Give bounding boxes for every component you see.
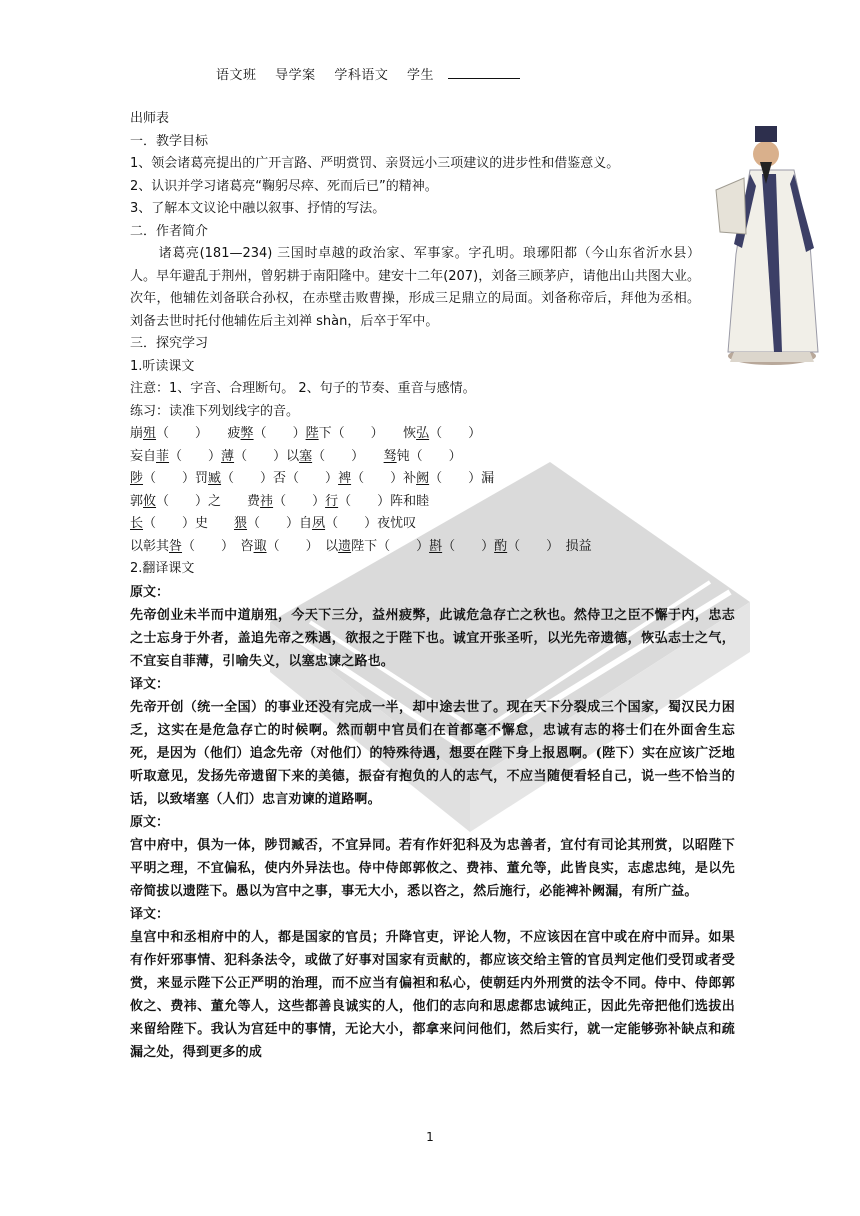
original-text: 先帝创业未半而中道崩殂，今天下三分，益州疲弊，此诚危急存亡之秋也。然侍卫之臣不懈于内，忠志之士忘身于外者，盖追先帝之殊遇，欲报之于陛下也。诚宜开张圣听，以光先帝遗德，恢弘志士之气，不宜妄自菲薄，引喻失义，以塞忠谏之路也。 [130, 607, 735, 669]
underlined-char: 咎 [169, 538, 183, 554]
underlined-char: 酌 [494, 538, 508, 554]
exercise-text: （ ） [253, 426, 306, 441]
exercise-text: 以彰其 [130, 538, 170, 554]
subheading-translate: 2.翻译课文 [130, 561, 195, 576]
exercise-text: （ ）以 [234, 448, 300, 464]
pinyin-row [130, 536, 735, 559]
exercise-text: （ ） [273, 493, 326, 509]
exercise-text: （ ） [169, 448, 222, 464]
underlined-char: 驽 [383, 448, 397, 464]
exercise-text: （ ）否（ ） [221, 471, 339, 486]
exercise-text: （ ） 疲 [156, 426, 241, 441]
exercise-text: （ ） 咨 [182, 538, 254, 554]
pinyin-row [130, 423, 735, 446]
underlined-char: 殂 [143, 426, 157, 441]
section-heading-study: 三．探究学习 [130, 336, 209, 351]
underlined-char: 弘 [416, 426, 430, 441]
exercise-text: （ ）史 [143, 516, 235, 531]
reading-note: 注意：1、字音、合理断句。 2、句子的节奏、重音与感情。 [130, 381, 476, 396]
exercise-text: （ ）夜忧叹 [325, 516, 417, 531]
pinyin-exercise [130, 423, 735, 558]
underlined-char: 弊 [240, 426, 254, 441]
block-label: 原文： [130, 584, 170, 600]
author-intro: 诸葛亮(181—234) 三国时卓越的政治家、军事家。字孔明。琅琊阳都（今山东省沂水县）人。早年避乱于荆州，曾躬耕于南阳隆中。建安十二年(207)，刘备三顾茅庐，请他出山共图大业。次年，他辅佐刘备联合孙权，在赤壁击败曹操，形成三足鼎立的局面。刘备称帝后，拜他为丞相。刘备去世时托付他辅佐后主刘禅 shàn，后卒于军中。 [130, 246, 700, 329]
exercise-text: 陛下（ ） [351, 538, 430, 554]
exercise-text: （ ） [429, 426, 482, 441]
header-student: 学生 [407, 68, 534, 83]
goal-item: 1、领会诸葛亮提出的广开言路、严明赏罚、亲贤远小三项建议的进步性和借鉴意义。 [130, 156, 620, 171]
underlined-char: 塞 [299, 448, 313, 464]
underlined-char: 陛 [305, 426, 319, 441]
underlined-char: 攸 [143, 493, 157, 509]
page-number: 1 [426, 1130, 434, 1144]
underlined-char: 裨 [338, 471, 352, 486]
pinyin-row [130, 446, 735, 469]
block-label: 译文： [130, 676, 170, 692]
exercise-text: （ ） 以 [266, 538, 339, 554]
student-name-blank[interactable] [448, 66, 520, 79]
underlined-char: 斟 [429, 538, 443, 554]
exercise-text: （ ）之 费 [156, 493, 261, 509]
exercise-text: 郭 [130, 493, 144, 509]
underlined-char: 遗 [338, 538, 352, 554]
underlined-char: 诹 [253, 538, 267, 554]
underlined-char: 阙 [416, 471, 430, 486]
section-heading-author: 二．作者简介 [130, 223, 209, 239]
goal-item: 2、认识并学习诸葛亮“鞠躬尽瘁、死而后已”的精神。 [130, 178, 438, 194]
underlined-char: 行 [325, 493, 339, 509]
lesson-title: 出师表 [130, 111, 170, 126]
underlined-char: 长 [130, 516, 144, 531]
exercise-text: （ ） [312, 448, 384, 464]
exercise-text: 妄自 [130, 448, 157, 464]
underlined-char: 夙 [312, 516, 326, 531]
underlined-char: 猥 [234, 516, 248, 531]
subheading-listen: 1.听读课文 [130, 358, 195, 374]
goal-item: 3、了解本文议论中融以叙事、抒情的写法。 [130, 201, 386, 216]
original-text: 宫中府中，俱为一体，陟罚臧否，不宜异同。若有作奸犯科及为忠善者，宜付有司论其刑赏，以昭陛下平明之理，不宜偏私，使内外异法也。侍中侍郎郭攸之、费祎、董允等，此皆良实，志虑忠纯，是以先帝简拔以遗陛下。愚以为宫中之事，事无大小，悉以咨之，然后施行，必能裨补阙漏，有所广益。 [130, 837, 735, 899]
section-heading-goals: 一．教学目标 [130, 133, 209, 149]
practice-instruction: 练习：读准下列划线字的音。 [130, 403, 300, 419]
translation-text: 先帝开创（统一全国）的事业还没有完成一半，却中途去世了。现在天下分裂成三个国家，蜀汉民力困乏，这实在是危急存亡的时候啊。然而朝中官员们在首都毫不懈怠，忠诚有志的将士们在外面舍生忘死，是因为（他们）追念先帝（对他们）的特殊待遇，想要在陛下身上报恩啊。(陛下）实在应该广泛地听取意见，发扬先帝遗留下来的美德，振奋有抱负的人的志气，不应当随便看轻自己，说一些不恰当的话，以致堵塞（人们）忠言劝谏的道路啊。 [130, 699, 735, 807]
exercise-text: 钝（ ） [396, 448, 462, 464]
underlined-char: 陟 [130, 471, 144, 486]
underlined-char: 臧 [208, 471, 222, 486]
header-type: 导学案 [275, 68, 316, 83]
exercise-text: （ ）罚 [143, 471, 209, 486]
underlined-char: 薄 [221, 448, 235, 464]
exercise-text: 下（ ） 恢 [318, 426, 417, 441]
pinyin-row [130, 513, 735, 536]
underlined-char: 祎 [260, 493, 274, 509]
exercise-text: （ ） 损益 [507, 538, 592, 554]
worksheet-body [130, 108, 735, 1064]
block-label: 原文： [130, 814, 170, 830]
header-subject: 学科语文 [334, 68, 389, 83]
exercise-text: （ ）补 [351, 471, 417, 486]
underlined-char: 菲 [156, 448, 170, 464]
exercise-text: 崩 [130, 426, 144, 441]
exercise-text: （ ）自 [247, 516, 313, 531]
block-label: 译文： [130, 906, 170, 922]
translation-text: 皇宫中和丞相府中的人，都是国家的官员；升降官吏，评论人物，不应该因在宫中或在府中而异。如果有作奸邪事情、犯科条法令，或做了好事对国家有贡献的，都应该交给主管的官员判定他们受罚或者受赏，来显示陛下公正严明的治理，而不应当有偏袒和私心，使朝廷内外刑赏的法令不同。侍中、侍郎郭攸之、费祎、董允等人，这些都善良诚实的人，他们的志向和思虑都忠诚纯正，因此先帝把他们选拔出来留给陛下。我认为宫廷中的事情，无论大小，都拿来问问他们，然后实行，就一定能够弥补缺点和疏漏之处，得到更多的成 [130, 929, 735, 1060]
worksheet-header [216, 64, 548, 83]
pinyin-row [130, 468, 735, 491]
header-class: 语文班 [216, 68, 257, 83]
exercise-text: （ ） [442, 538, 495, 554]
pinyin-row [130, 491, 735, 514]
exercise-text: （ ）阵和睦 [338, 493, 430, 509]
exercise-text: （ ）漏 [429, 471, 495, 486]
